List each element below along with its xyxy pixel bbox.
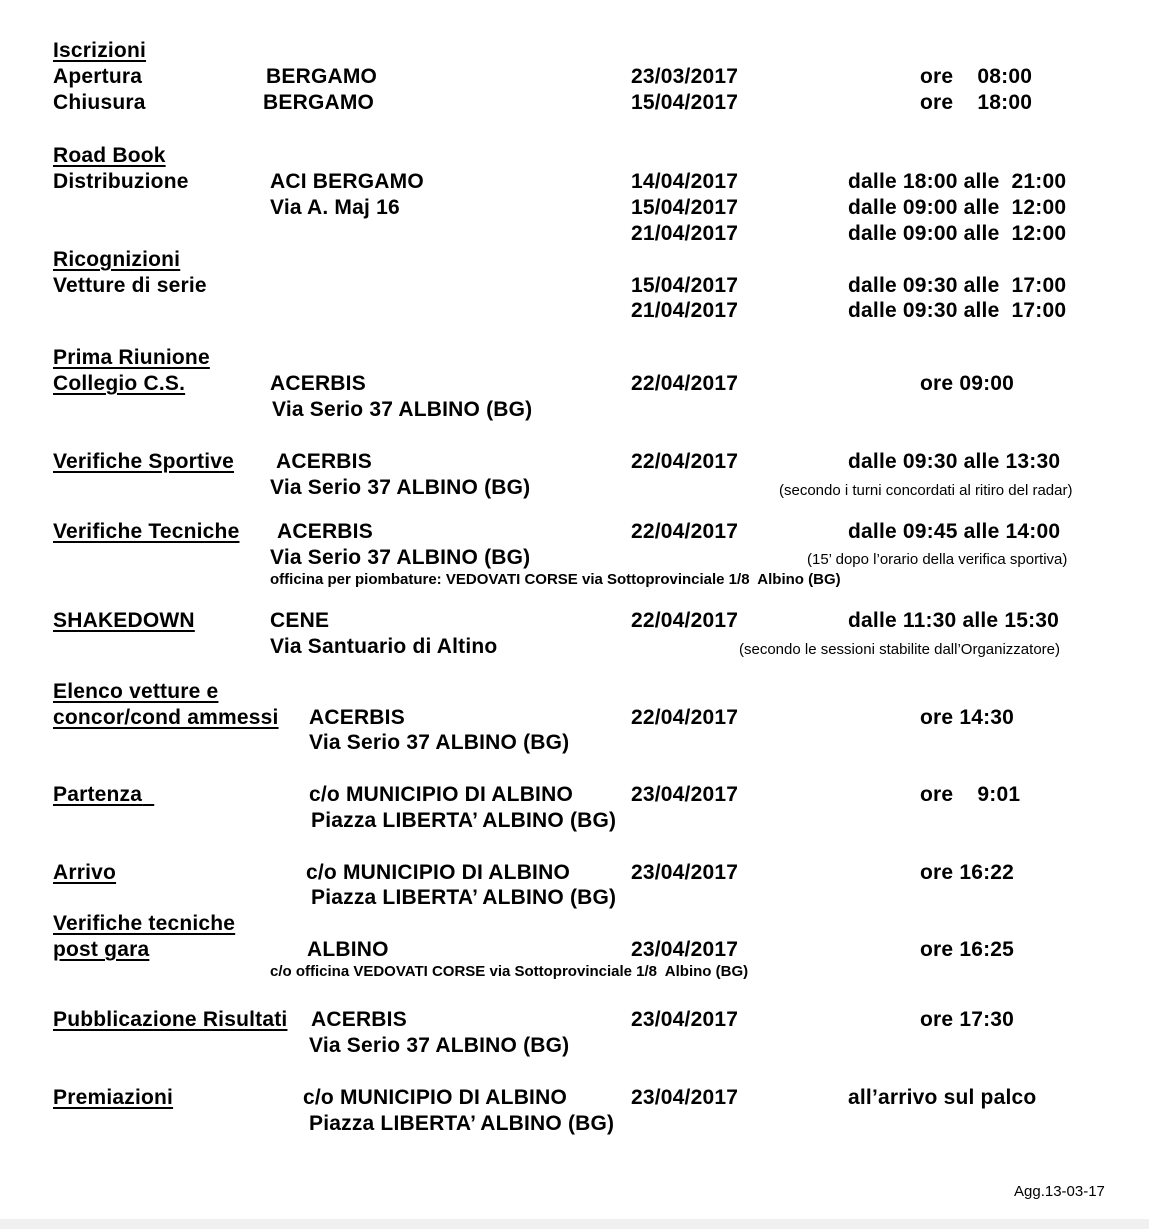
chiusura-date: 15/04/2017 — [631, 91, 739, 114]
section-title-partenza — [53, 782, 154, 808]
shakedown-place1: CENE — [270, 609, 330, 632]
premiazioni-date: 23/04/2017 — [631, 1086, 739, 1109]
road-book-time-1: dalle 18:00 alle 21:00 — [848, 170, 1067, 193]
road-book-time-3: dalle 09:00 alle 12:00 — [848, 222, 1067, 245]
section-title-prima-riunione: Prima Riunione — [53, 346, 210, 369]
elenco-place1: ACERBIS — [309, 706, 405, 729]
partenza-place1: c/o MUNICIPIO DI ALBINO — [309, 783, 573, 806]
elenco-date: 22/04/2017 — [631, 706, 739, 729]
ricognizioni-time-1: dalle 09:30 alle 17:00 — [848, 274, 1067, 297]
section-title-verifiche-post: Verifiche tecniche — [53, 912, 236, 935]
section-title-verifiche-sportive: Verifiche Sportive — [53, 450, 235, 473]
road-book-label: Distribuzione — [53, 170, 189, 193]
pubblicazione-place1: ACERBIS — [311, 1008, 407, 1031]
shakedown-date: 22/04/2017 — [631, 609, 739, 632]
prima-riunione-place1: ACERBIS — [270, 372, 366, 395]
arrivo-place2: Piazza LIBERTA’ ALBINO (BG) — [311, 886, 617, 909]
verifiche-sportive-note: (secondo i turni concordati al ritiro del radar) — [779, 482, 1073, 499]
elenco-time: ore 14:30 — [920, 706, 1015, 729]
verifiche-post-place1: ALBINO — [307, 938, 389, 961]
section-title-ricognizioni: Ricognizioni — [53, 248, 181, 271]
premiazioni-place1: c/o MUNICIPIO DI ALBINO — [303, 1086, 567, 1109]
section-title-verifiche-tecniche: Verifiche Tecniche — [53, 520, 240, 543]
verifiche-post-date: 23/04/2017 — [631, 938, 739, 961]
pubblicazione-time: ore 17:30 — [920, 1008, 1015, 1031]
chiusura-time: ore 18:00 — [920, 91, 1033, 114]
prima-riunione-time: ore 09:00 — [920, 372, 1015, 395]
verifiche-tecniche-date: 22/04/2017 — [631, 520, 739, 543]
arrivo-place1: c/o MUNICIPIO DI ALBINO — [306, 861, 570, 884]
elenco-place2: Via Serio 37 ALBINO (BG) — [309, 731, 570, 754]
section-title-pubblicazione: Pubblicazione Risultati — [53, 1008, 288, 1031]
apertura-place: BERGAMO — [266, 65, 378, 88]
road-book-date-3: 21/04/2017 — [631, 222, 739, 245]
verifiche-tecniche-place1: ACERBIS — [277, 520, 373, 543]
road-book-date-1: 14/04/2017 — [631, 170, 739, 193]
section-title-road-book: Road Book — [53, 144, 166, 167]
prima-riunione-date: 22/04/2017 — [631, 372, 739, 395]
prima-riunione-place2: Via Serio 37 ALBINO (BG) — [272, 398, 533, 421]
chiusura-place: BERGAMO — [263, 91, 375, 114]
ricognizioni-time-2: dalle 09:30 alle 17:00 — [848, 299, 1067, 322]
section-title-shakedown: SHAKEDOWN — [53, 609, 195, 632]
section-title-concor: concor/cond ammessi — [53, 706, 279, 729]
update-date: Agg.13-03-17 — [1014, 1183, 1105, 1200]
partenza-date: 23/04/2017 — [631, 783, 739, 806]
verifiche-post-time: ore 16:25 — [920, 938, 1015, 961]
premiazioni-time: all’arrivo sul palco — [848, 1086, 1037, 1109]
apertura-date: 23/03/2017 — [631, 65, 739, 88]
road-book-date-2: 15/04/2017 — [631, 196, 739, 219]
section-title-iscrizioni: Iscrizioni — [53, 39, 147, 62]
page-bottom-edge — [0, 1219, 1149, 1229]
verifiche-tecniche-place2: Via Serio 37 ALBINO (BG) — [270, 546, 531, 569]
arrivo-time: ore 16:22 — [920, 861, 1015, 884]
ricognizioni-date-1: 15/04/2017 — [631, 274, 739, 297]
apertura-label: Apertura — [53, 65, 143, 88]
section-title-elenco: Elenco vetture e — [53, 680, 219, 703]
pubblicazione-place2: Via Serio 37 ALBINO (BG) — [309, 1034, 570, 1057]
road-book-place2: Via A. Maj 16 — [270, 196, 400, 219]
verifiche-sportive-place2: Via Serio 37 ALBINO (BG) — [270, 476, 531, 499]
road-book-time-2: dalle 09:00 alle 12:00 — [848, 196, 1067, 219]
partenza-time: ore 9:01 — [920, 783, 1021, 806]
verifiche-post-officina: c/o officina VEDOVATI CORSE via Sottoprovinciale 1/8 Albino (BG) — [270, 963, 749, 980]
partenza-place2: Piazza LIBERTA’ ALBINO (BG) — [311, 809, 617, 832]
ricognizioni-label: Vetture di serie — [53, 274, 207, 297]
section-title-arrivo: Arrivo — [53, 861, 117, 884]
shakedown-time: dalle 11:30 alle 15:30 — [848, 609, 1060, 632]
shakedown-note: (secondo le sessioni stabilite dall’Organizzatore) — [739, 641, 1060, 658]
verifiche-tecniche-note: (15’ dopo l’orario della verifica sportiva) — [807, 551, 1068, 568]
verifiche-sportive-date: 22/04/2017 — [631, 450, 739, 473]
shakedown-place2: Via Santuario di Altino — [270, 635, 498, 658]
premiazioni-place2: Piazza LIBERTA’ ALBINO (BG) — [309, 1112, 615, 1135]
apertura-time: ore 08:00 — [920, 65, 1033, 88]
arrivo-date: 23/04/2017 — [631, 861, 739, 884]
section-title-collegio: Collegio C.S. — [53, 372, 186, 395]
section-title-post-gara: post gara — [53, 938, 150, 961]
partenza-title-text: Partenza — [53, 783, 143, 806]
verifiche-sportive-time: dalle 09:30 alle 13:30 — [848, 450, 1061, 473]
ricognizioni-date-2: 21/04/2017 — [631, 299, 739, 322]
verifiche-sportive-place1: ACERBIS — [276, 450, 372, 473]
verifiche-tecniche-time: dalle 09:45 alle 14:00 — [848, 520, 1061, 543]
section-title-premiazioni: Premiazioni — [53, 1086, 174, 1109]
verifiche-tecniche-officina: officina per piombature: VEDOVATI CORSE via Sottoprovinciale 1/8 Albino (BG) — [270, 571, 841, 588]
pubblicazione-date: 23/04/2017 — [631, 1008, 739, 1031]
chiusura-label: Chiusura — [53, 91, 146, 114]
road-book-place1: ACI BERGAMO — [270, 170, 424, 193]
